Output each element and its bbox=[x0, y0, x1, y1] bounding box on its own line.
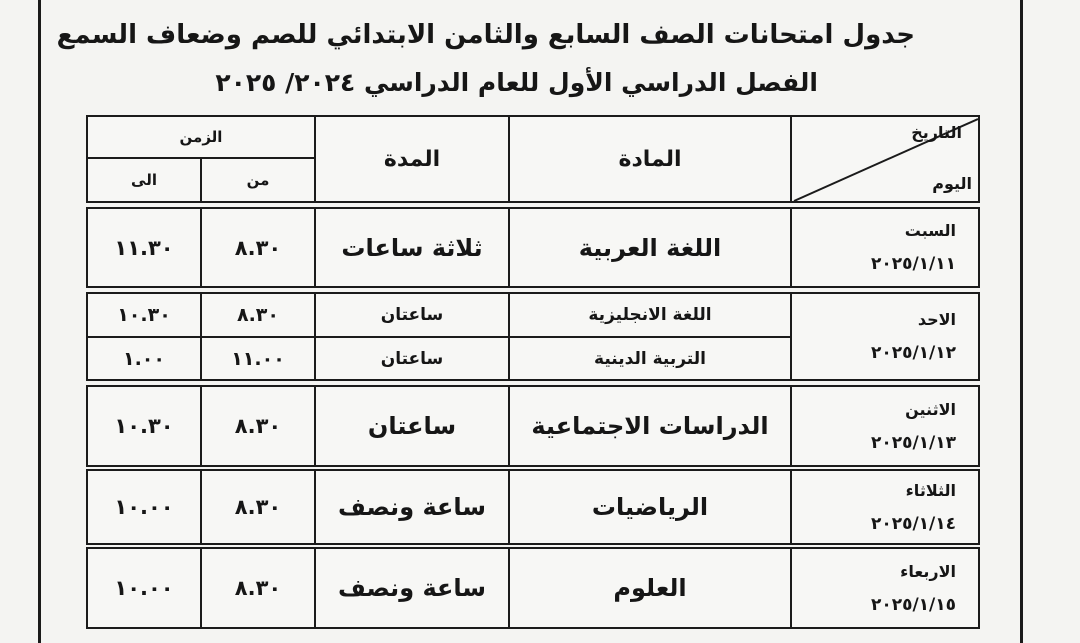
day-date: ٢٠٢٥/١/١٤ bbox=[870, 513, 956, 534]
from-cell: ١١.٠٠ bbox=[200, 336, 316, 381]
duration-cell: ساعة ونصف bbox=[314, 469, 510, 545]
to-cell: ١٠.٣٠ bbox=[86, 292, 202, 338]
from-cell: ٨.٣٠ bbox=[200, 547, 316, 629]
subject-cell: العلوم bbox=[508, 547, 792, 629]
from-cell: ٨.٣٠ bbox=[200, 469, 316, 545]
subject-cell: التربية الدينية bbox=[508, 336, 792, 381]
header-time-from: من bbox=[200, 157, 316, 203]
header-subject: المادة bbox=[508, 115, 792, 203]
to-cell: ١.٠٠ bbox=[86, 336, 202, 381]
from-cell: ٨.٣٠ bbox=[200, 385, 316, 467]
to-cell: ١١.٣٠ bbox=[86, 207, 202, 288]
duration-cell: ساعتان bbox=[314, 385, 510, 467]
page-border-left bbox=[38, 0, 41, 643]
day-cell-wednesday bbox=[790, 547, 980, 629]
subject-cell: الدراسات الاجتماعية bbox=[508, 385, 792, 467]
duration-cell: ساعتان bbox=[314, 336, 510, 381]
day-date: ٢٠٢٥/١/١٢ bbox=[870, 343, 956, 363]
header-time-to: الى bbox=[86, 157, 202, 203]
page-border-right bbox=[1020, 0, 1023, 643]
header-date-day-cell bbox=[790, 115, 980, 203]
day-name: الثلاثاء bbox=[905, 480, 956, 500]
subject-cell: الرياضيات bbox=[508, 469, 792, 545]
day-name: الاربعاء bbox=[900, 561, 956, 581]
day-cell-monday bbox=[790, 385, 980, 467]
header-date-label: التاريخ bbox=[911, 123, 962, 142]
header-day-label: اليوم bbox=[932, 174, 972, 193]
day-cell-tuesday bbox=[790, 469, 980, 545]
to-cell: ١٠.٠٠ bbox=[86, 469, 202, 545]
day-cell-saturday bbox=[790, 207, 980, 288]
subject-cell: اللغة العربية bbox=[508, 207, 792, 288]
document-subtitle: الفصل الدراسي الأول للعام الدراسي ٢٠٢٤/ ٢٠٢٥ bbox=[215, 68, 818, 97]
duration-cell: ثلاثة ساعات bbox=[314, 207, 510, 288]
day-name: الاثنين bbox=[905, 399, 956, 419]
to-cell: ١٠.٣٠ bbox=[86, 385, 202, 467]
day-name: السبت bbox=[904, 221, 956, 240]
duration-cell: ساعة ونصف bbox=[314, 547, 510, 629]
header-duration: المدة bbox=[314, 115, 510, 203]
day-name: الاحد bbox=[917, 310, 956, 329]
from-cell: ٨.٣٠ bbox=[200, 292, 316, 338]
from-cell: ٨.٣٠ bbox=[200, 207, 316, 288]
day-cell-sunday bbox=[790, 292, 980, 381]
document-title: جدول امتحانات الصف السابع والثامن الابتدائي للصم وضعاف السمع bbox=[56, 20, 915, 50]
day-date: ٢٠٢٥/١/١٥ bbox=[870, 594, 956, 615]
header-time: الزمن bbox=[86, 115, 316, 159]
to-cell: ١٠.٠٠ bbox=[86, 547, 202, 629]
day-date: ٢٠٢٥/١/١١ bbox=[870, 254, 956, 274]
day-date: ٢٠٢٥/١/١٣ bbox=[870, 432, 956, 453]
subject-cell: اللغة الانجليزية bbox=[508, 292, 792, 338]
duration-cell: ساعتان bbox=[314, 292, 510, 338]
